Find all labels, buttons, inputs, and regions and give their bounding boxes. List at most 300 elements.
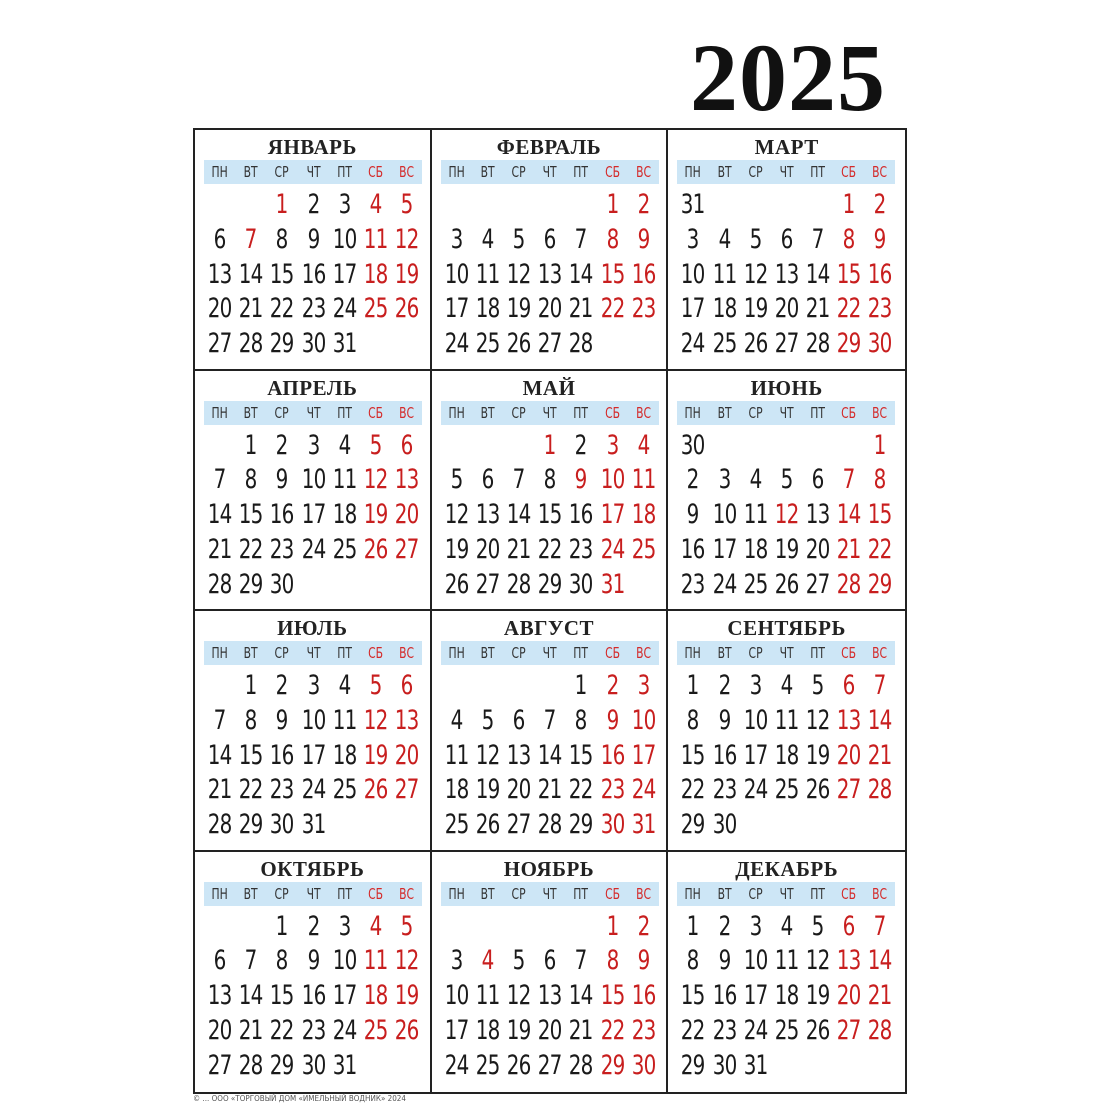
- weekday-label: ВТ: [243, 403, 258, 422]
- day-cell: 18: [631, 499, 656, 531]
- day-cell: 16: [301, 258, 326, 290]
- weekday-label: ВТ: [243, 163, 258, 181]
- day-cell: 13: [475, 499, 500, 531]
- day-cell: 1: [276, 910, 288, 942]
- day-cell: [805, 808, 831, 843]
- day-cell: 22: [569, 774, 593, 806]
- day-cell: 17: [712, 533, 736, 565]
- month-block: [668, 371, 905, 612]
- day-cell: 25: [774, 774, 799, 806]
- day-cell: [774, 188, 800, 223]
- day-cell: 27: [805, 568, 830, 600]
- day-cell: 17: [301, 739, 326, 771]
- day-cell: 11: [475, 258, 500, 290]
- day-cell: 11: [332, 704, 357, 736]
- day-cell: 3: [637, 670, 650, 701]
- day-cell: 11: [363, 223, 388, 255]
- day-cell: 13: [837, 945, 861, 977]
- month-block: [668, 130, 905, 371]
- day-cell: 13: [537, 258, 562, 290]
- day-cell: 29: [600, 1049, 625, 1081]
- month-block: [195, 611, 432, 852]
- day-cell: 29: [270, 1049, 294, 1081]
- day-cell: 13: [774, 258, 799, 290]
- day-cell: 13: [394, 704, 419, 736]
- day-cell: 12: [506, 980, 531, 1012]
- month-name: ФЕВРАЛЬ: [496, 135, 602, 159]
- day-cell: 8: [686, 945, 699, 977]
- day-cell: 30: [631, 1049, 656, 1081]
- day-cell: 9: [276, 704, 288, 736]
- day-cell: 5: [369, 429, 382, 461]
- weekday-label: СР: [748, 884, 763, 903]
- weekday-header: [441, 401, 659, 425]
- day-cell: 31: [681, 189, 705, 220]
- weekday-label: ПН: [211, 403, 228, 422]
- day-cell: 6: [213, 223, 226, 255]
- day-cell: 10: [444, 258, 469, 290]
- day-cell: 22: [537, 533, 562, 565]
- weekday-label: СБ: [368, 163, 384, 181]
- day-cell: 9: [718, 704, 731, 736]
- weekday-label: ВС: [635, 644, 651, 662]
- weekday-label: ВТ: [717, 884, 732, 903]
- copyright-note: © ... ООО «ТОРГОВЫЙ ДОМ «ИМЕЛЬНЫЙ ВОДНИК» 2024: [193, 1094, 406, 1103]
- day-cell: 14: [537, 739, 562, 771]
- day-cell: 2: [718, 670, 731, 701]
- day-cell: [805, 429, 831, 464]
- day-cell: 14: [805, 258, 830, 290]
- day-cell: 18: [475, 293, 500, 325]
- day-cell: 24: [631, 774, 656, 806]
- day-cell: 19: [506, 1014, 531, 1046]
- day-cell: 27: [207, 1049, 232, 1081]
- day-cell: 20: [774, 293, 799, 325]
- day-cell: 4: [369, 189, 382, 220]
- day-cell: 18: [332, 739, 357, 771]
- month-name: МАЙ: [522, 375, 576, 400]
- day-cell: 18: [774, 739, 799, 771]
- day-cell: 9: [276, 464, 288, 496]
- day-cell: 7: [575, 945, 587, 977]
- day-cell: 20: [805, 533, 830, 565]
- weekday-label: ПТ: [573, 884, 589, 903]
- day-cell: 20: [506, 774, 531, 806]
- day-cell: 20: [394, 499, 419, 531]
- day-cell: 13: [207, 258, 232, 290]
- day-cell: 21: [837, 533, 861, 565]
- day-cell: 1: [276, 189, 288, 220]
- day-cell: 23: [270, 533, 294, 565]
- day-cell: 15: [238, 739, 263, 771]
- day-cell: 17: [600, 499, 625, 531]
- day-cell: 16: [301, 980, 326, 1012]
- day-cell: 4: [481, 945, 494, 977]
- weekday-label: ВТ: [480, 403, 495, 422]
- day-cell: 22: [270, 293, 294, 325]
- day-cell: 29: [270, 328, 294, 360]
- day-cell: 26: [444, 568, 469, 600]
- day-cell: 10: [444, 980, 469, 1012]
- day-cell: 15: [537, 499, 562, 531]
- day-cell: 22: [681, 774, 705, 806]
- day-cell: 27: [537, 328, 562, 360]
- year-title: 2025: [690, 24, 886, 131]
- month-name: АВГУСТ: [503, 616, 595, 640]
- weekday-label: ВС: [399, 403, 415, 422]
- day-cell: 31: [743, 1049, 768, 1081]
- weekday-label: СР: [274, 163, 289, 181]
- day-cell: 26: [394, 1014, 419, 1046]
- day-cell: [537, 188, 563, 223]
- day-cell: 4: [481, 223, 494, 255]
- day-cell: 3: [749, 910, 762, 942]
- day-cell: 12: [774, 499, 799, 531]
- day-cell: 5: [512, 223, 525, 255]
- day-cell: 7: [213, 704, 226, 736]
- day-cell: 23: [301, 293, 326, 325]
- day-cell: 7: [512, 464, 525, 496]
- day-cell: 12: [805, 704, 830, 736]
- day-cell: 19: [774, 533, 799, 565]
- day-grid: [204, 188, 430, 362]
- day-cell: 11: [631, 464, 656, 496]
- day-cell: 15: [837, 258, 861, 290]
- day-cell: 17: [631, 739, 656, 771]
- day-cell: 21: [569, 293, 593, 325]
- day-cell: 8: [686, 704, 699, 736]
- day-cell: [506, 188, 532, 223]
- day-cell: 1: [686, 910, 699, 942]
- day-cell: 24: [301, 533, 326, 565]
- day-cell: 7: [213, 464, 226, 496]
- day-cell: 21: [238, 293, 263, 325]
- day-cell: 2: [276, 429, 288, 461]
- weekday-label: ПТ: [573, 163, 589, 181]
- day-cell: 7: [244, 223, 257, 255]
- day-cell: 14: [569, 258, 593, 290]
- day-cell: 10: [332, 223, 357, 255]
- day-cell: 3: [307, 429, 320, 461]
- day-cell: 3: [606, 429, 619, 461]
- day-cell: [207, 669, 233, 704]
- day-cell: 13: [805, 499, 830, 531]
- day-cell: [238, 188, 264, 223]
- day-cell: 23: [569, 533, 593, 565]
- day-cell: 15: [569, 739, 593, 771]
- day-cell: 21: [569, 1014, 593, 1046]
- weekday-label: ЧТ: [779, 884, 794, 903]
- day-cell: 25: [363, 1014, 388, 1046]
- month-block: [195, 852, 432, 1093]
- day-cell: 15: [681, 980, 705, 1012]
- day-cell: 12: [394, 945, 419, 977]
- weekday-label: СР: [511, 163, 526, 181]
- weekday-label: СБ: [604, 884, 620, 903]
- day-cell: 26: [363, 533, 388, 565]
- day-cell: 3: [450, 223, 463, 255]
- day-cell: 20: [394, 739, 419, 771]
- day-cell: 3: [749, 670, 762, 701]
- weekday-label: ВС: [399, 644, 415, 662]
- day-cell: 17: [301, 499, 326, 531]
- day-cell: [363, 808, 389, 843]
- weekday-label: СБ: [841, 644, 857, 662]
- day-cell: 9: [575, 464, 587, 496]
- day-cell: 18: [475, 1014, 500, 1046]
- day-cell: 23: [712, 774, 736, 806]
- weekday-label: ВС: [872, 403, 888, 422]
- day-cell: 2: [637, 189, 650, 220]
- day-cell: 5: [481, 704, 494, 736]
- day-cell: 2: [606, 670, 619, 701]
- day-cell: 6: [811, 464, 824, 496]
- day-cell: 3: [686, 223, 699, 255]
- day-cell: 24: [743, 1014, 768, 1046]
- day-cell: 16: [712, 980, 736, 1012]
- day-cell: [506, 910, 532, 945]
- day-cell: 10: [712, 499, 736, 531]
- weekday-label: СР: [274, 403, 289, 422]
- day-cell: 4: [749, 464, 762, 496]
- day-grid: [677, 188, 905, 362]
- day-cell: 29: [238, 568, 263, 600]
- day-cell: 5: [400, 189, 413, 220]
- day-cell: [805, 1049, 831, 1084]
- day-cell: 10: [681, 258, 705, 290]
- day-cell: 16: [631, 258, 656, 290]
- month-name: ЯНВАРЬ: [267, 135, 357, 159]
- day-cell: 6: [842, 910, 855, 942]
- day-cell: 31: [332, 1049, 357, 1081]
- day-cell: 12: [363, 464, 388, 496]
- weekday-label: ПН: [448, 644, 465, 662]
- weekday-label: ЧТ: [779, 163, 794, 181]
- day-cell: 24: [444, 328, 469, 360]
- day-cell: 26: [506, 328, 531, 360]
- weekday-label: ЧТ: [542, 884, 557, 903]
- day-cell: 19: [363, 499, 388, 531]
- weekday-label: ПТ: [336, 884, 352, 903]
- day-cell: 21: [805, 293, 830, 325]
- day-cell: 11: [332, 464, 357, 496]
- day-cell: 27: [506, 809, 531, 841]
- day-cell: 7: [874, 670, 886, 701]
- weekday-label: ПН: [684, 403, 702, 422]
- day-cell: 6: [543, 945, 556, 977]
- day-cell: 4: [369, 910, 382, 942]
- month-block: [668, 611, 905, 852]
- day-cell: 10: [743, 945, 768, 977]
- day-cell: 26: [506, 1049, 531, 1081]
- day-cell: 8: [276, 945, 288, 977]
- day-cell: 7: [842, 464, 855, 496]
- day-cell: [475, 429, 501, 464]
- day-cell: 3: [338, 189, 351, 220]
- day-cell: 27: [774, 328, 799, 360]
- weekday-label: СБ: [368, 644, 384, 662]
- day-cell: 13: [837, 704, 861, 736]
- weekday-label: ВТ: [717, 644, 732, 662]
- day-cell: 12: [475, 739, 500, 771]
- day-cell: 12: [743, 258, 768, 290]
- day-cell: 28: [569, 328, 593, 360]
- weekday-label: ПН: [684, 644, 702, 662]
- weekday-label: ВТ: [243, 884, 258, 903]
- weekday-label: СБ: [604, 163, 620, 181]
- day-cell: 26: [394, 293, 419, 325]
- day-cell: 15: [270, 980, 294, 1012]
- day-cell: 8: [606, 223, 619, 255]
- day-cell: 19: [394, 980, 419, 1012]
- day-cell: 28: [569, 1049, 593, 1081]
- day-cell: 25: [363, 293, 388, 325]
- day-cell: 26: [743, 328, 768, 360]
- day-cell: 21: [207, 533, 232, 565]
- day-cell: 29: [681, 809, 705, 841]
- day-cell: 16: [712, 739, 736, 771]
- weekday-header: [204, 401, 422, 425]
- day-grid: [204, 910, 430, 1084]
- day-cell: [867, 808, 893, 843]
- day-cell: 23: [631, 1014, 656, 1046]
- weekday-label: ПН: [448, 403, 465, 422]
- weekday-label: СР: [748, 403, 763, 422]
- day-cell: 19: [805, 980, 830, 1012]
- day-cell: [475, 188, 501, 223]
- weekday-header: [441, 641, 659, 665]
- day-cell: 12: [805, 945, 830, 977]
- day-cell: [443, 910, 469, 945]
- day-cell: 7: [543, 704, 556, 736]
- day-cell: 27: [394, 774, 419, 806]
- weekday-label: СБ: [841, 884, 857, 903]
- month-block: [195, 371, 432, 612]
- day-cell: 12: [394, 223, 419, 255]
- day-cell: [537, 669, 563, 704]
- day-cell: 23: [600, 774, 625, 806]
- day-cell: 11: [712, 258, 736, 290]
- day-cell: [537, 910, 563, 945]
- day-cell: 1: [244, 429, 257, 461]
- day-cell: 28: [207, 568, 232, 600]
- day-grid: [441, 669, 667, 843]
- day-cell: 14: [868, 945, 892, 977]
- day-cell: 7: [244, 945, 257, 977]
- day-cell: [568, 188, 594, 223]
- day-cell: 25: [712, 328, 736, 360]
- day-cell: 14: [238, 258, 263, 290]
- day-cell: 4: [780, 670, 793, 701]
- day-cell: 30: [301, 1049, 326, 1081]
- day-cell: 6: [400, 429, 413, 461]
- day-cell: 2: [276, 670, 288, 701]
- day-cell: 4: [338, 670, 351, 701]
- day-cell: 5: [450, 464, 463, 496]
- weekday-label: ПТ: [573, 644, 589, 662]
- weekday-label: СР: [748, 644, 763, 662]
- day-cell: 5: [780, 464, 793, 496]
- day-cell: 30: [600, 809, 625, 841]
- day-cell: 27: [537, 1049, 562, 1081]
- day-cell: 24: [301, 774, 326, 806]
- month-block: [432, 371, 669, 612]
- day-cell: 29: [569, 809, 593, 841]
- day-cell: 7: [874, 910, 886, 942]
- day-cell: 9: [718, 945, 731, 977]
- day-cell: 24: [332, 1014, 357, 1046]
- day-cell: [443, 188, 469, 223]
- day-cell: 25: [774, 1014, 799, 1046]
- weekday-label: ВС: [635, 163, 651, 181]
- day-cell: 29: [681, 1049, 705, 1081]
- day-cell: 29: [868, 568, 892, 600]
- day-cell: 1: [686, 670, 699, 701]
- day-cell: 19: [743, 293, 768, 325]
- day-cell: 17: [681, 293, 705, 325]
- day-cell: 5: [512, 945, 525, 977]
- day-cell: 2: [637, 910, 650, 942]
- weekday-label: ПТ: [336, 403, 352, 422]
- day-cell: 9: [637, 945, 650, 977]
- day-cell: 6: [780, 223, 793, 255]
- day-cell: 26: [805, 774, 830, 806]
- day-cell: 30: [301, 328, 326, 360]
- day-cell: 16: [600, 739, 625, 771]
- day-cell: 4: [718, 223, 731, 255]
- weekday-label: СБ: [604, 644, 620, 662]
- day-cell: [207, 188, 233, 223]
- day-cell: 2: [686, 464, 699, 496]
- day-grid: [441, 429, 667, 603]
- day-cell: 19: [444, 533, 469, 565]
- day-cell: [774, 429, 800, 464]
- day-cell: 21: [506, 533, 531, 565]
- day-cell: 7: [811, 223, 824, 255]
- day-cell: 27: [837, 774, 861, 806]
- day-cell: 25: [332, 774, 357, 806]
- day-cell: 11: [743, 499, 768, 531]
- weekday-label: СБ: [368, 403, 384, 422]
- day-cell: [332, 808, 358, 843]
- day-cell: 6: [512, 704, 525, 736]
- day-cell: 16: [270, 739, 294, 771]
- day-cell: 6: [842, 670, 855, 701]
- day-cell: 4: [450, 704, 463, 736]
- day-cell: 27: [207, 328, 232, 360]
- day-cell: 11: [774, 945, 799, 977]
- day-cell: 23: [712, 1014, 736, 1046]
- day-cell: [867, 1049, 893, 1084]
- day-cell: 10: [631, 704, 656, 736]
- day-cell: 15: [600, 258, 625, 290]
- day-cell: 8: [842, 223, 855, 255]
- weekday-label: ПН: [211, 884, 228, 903]
- weekday-label: СР: [511, 403, 526, 422]
- day-cell: 4: [780, 910, 793, 942]
- month-block: [432, 611, 669, 852]
- day-cell: [207, 910, 233, 945]
- day-cell: 11: [475, 980, 500, 1012]
- weekday-label: ПТ: [573, 403, 589, 422]
- day-cell: 12: [506, 258, 531, 290]
- day-cell: 2: [874, 189, 886, 220]
- day-cell: 16: [569, 499, 593, 531]
- day-cell: 1: [575, 670, 587, 701]
- day-cell: [475, 910, 501, 945]
- day-cell: 2: [718, 910, 731, 942]
- weekday-label: СР: [748, 163, 763, 181]
